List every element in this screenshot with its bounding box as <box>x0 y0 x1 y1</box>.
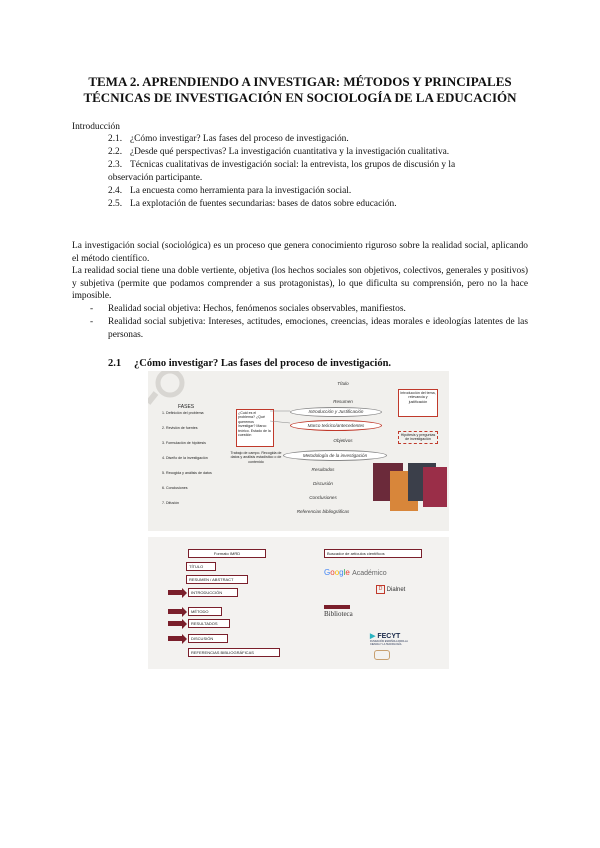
imrd-item: REFERENCIAS BIBLIOGRÁFICAS <box>188 648 280 657</box>
toc-num: 2.5. <box>108 199 123 209</box>
center-resultados: Resultados <box>311 467 335 472</box>
fase-label: Formulación de hipótesis <box>166 441 206 445</box>
fases-list <box>162 411 214 516</box>
toc-text: ¿Desde qué perspectivas? La investigación cuantitativa y la investigación cualitativa. <box>130 147 450 157</box>
google-letter: l <box>343 568 346 577</box>
arrow-icon <box>168 590 182 595</box>
fase-item: 7. Difusión <box>162 501 179 505</box>
imrd-item: TÍTULO <box>186 562 216 571</box>
google-letter: o <box>334 568 340 577</box>
title-line-2: TÉCNICAS DE INVESTIGACIÓN EN SOCIOLOGÍA DE LA EDUCACIÓN <box>83 90 517 105</box>
arrow-icon <box>168 636 182 641</box>
problem-box: ¿Cuál es el problema? ¿Qué queremos investigar? Marco teórico. Estado de la cuestión <box>236 409 274 447</box>
dialnet-icon: D <box>376 585 385 594</box>
biblioteca-logo <box>324 605 353 618</box>
imrd-item: RESUMEN / ABSTRACT <box>186 575 248 584</box>
fases-title: FASES <box>178 404 195 410</box>
center-discusion: Discusión <box>313 481 333 486</box>
bullet-objetiva: Realidad social objetiva: Hechos, fenómenos sociales observables, manifiestos. <box>108 304 406 314</box>
imrd-item: DISCUSIÓN <box>188 634 228 643</box>
arrow-icon <box>168 621 182 626</box>
biblioteca-label: Biblioteca <box>324 610 353 618</box>
google-scholar-logo <box>324 568 387 577</box>
bullet-marker: - <box>90 317 94 327</box>
fecyt-logo <box>370 632 410 646</box>
toc-text: La encuesta como herramienta para la investigación social. <box>130 186 352 196</box>
google-letter: o <box>330 568 335 577</box>
fase-label: Revisión de fuentes <box>166 426 198 430</box>
center-titulo: Título <box>337 381 349 386</box>
right-top-box: Introducción del tema, relevancia y justificación <box>398 389 438 417</box>
document-title <box>60 74 540 106</box>
fase-item: 6. Conclusiones <box>162 486 188 490</box>
buscador-label: Buscador de artículos científicos <box>324 549 422 558</box>
research-phases-figure <box>148 371 449 531</box>
right-mid-box: Hipótesis y preguntas de investigación <box>398 431 438 444</box>
formato-imrd: Formato IMRD <box>188 549 266 558</box>
toc-item-4 <box>108 185 528 198</box>
google-letter: G <box>324 568 331 577</box>
biblioteca-mark <box>324 605 350 609</box>
toc-item-3 <box>108 159 528 172</box>
center-conclusiones: Conclusiones <box>309 495 337 500</box>
fase-item: 3. Formulación de hipótesis <box>162 441 206 445</box>
imrd-item: MÉTODO <box>188 607 222 616</box>
paragraph-1: La investigación social (sociológica) es un proceso que genera conocimiento riguroso sobre la realidad social, aplicando el método científico. <box>72 241 528 264</box>
center-referencias: Referencias bibliográficas <box>296 509 350 514</box>
fase-item: 5. Recogida y análisis de datos <box>162 471 212 475</box>
center-metodologia: Metodología de la investigación <box>283 450 387 461</box>
connector-lines <box>270 407 294 427</box>
toc-text: La explotación de fuentes secundarias: bases de datos sobre educación. <box>130 199 397 209</box>
toc-text: ¿Cómo investigar? Las fases del proceso de investigación. <box>130 134 349 144</box>
toc-num: 2.4. <box>108 186 123 196</box>
center-resumen: Resumen <box>333 399 353 404</box>
fase-item: 2. Revisión de fuentes <box>162 426 198 430</box>
center-introduccion: Introducción y Justificación <box>290 407 382 417</box>
dialnet-logo <box>376 585 405 594</box>
section-title: ¿Cómo investigar? Las fases del proceso de investigación. <box>134 358 392 369</box>
fecyt-arrow-icon: ▶ <box>370 633 376 640</box>
toc-num: 2.2. <box>108 147 123 157</box>
bullet-marker: - <box>90 304 94 314</box>
imrd-item: INTRODUCCIÓN <box>188 588 238 597</box>
bullet-subjetiva: Realidad social subjetiva: Intereses, actitudes, emociones, creencias, ideas morales e ideologías latentes de las personas. <box>108 317 528 340</box>
intro-label: Introducción <box>72 122 120 132</box>
toc-num: 2.3. <box>108 160 123 170</box>
section-number: 2.1 <box>108 358 122 369</box>
fieldwork-box: Trabajo de campo. Recogida de datos y análisis estadístico o de contenido <box>230 451 282 464</box>
center-marco: Marco teórico/antecedentes <box>290 420 382 431</box>
toc-item-3-cont: observación participante. <box>108 173 203 183</box>
center-objetivos: Objetivos <box>333 438 353 443</box>
title-line-1: TEMA 2. APRENDIENDO A INVESTIGAR: MÉTODOS Y PRINCIPALES <box>88 74 512 89</box>
fecyt-label: FECYT <box>377 633 401 640</box>
dialnet-label: Dialnet <box>386 587 406 594</box>
bottom-logo-icon <box>374 650 390 660</box>
fecyt-sub: FUNDACIÓN ESPAÑOLA PARA LA CIENCIA Y LA TECNOLOGÍA <box>370 640 408 646</box>
book-cover <box>423 467 447 507</box>
fase-label: Conclusiones <box>166 486 188 490</box>
toc-item-5 <box>108 198 528 211</box>
imrd-format-figure <box>148 537 449 669</box>
imrd-item: RESULTADOS <box>188 619 230 628</box>
fase-item: 1. Definición del problema <box>162 411 204 415</box>
fase-label: Definición del problema <box>166 411 204 415</box>
toc-item-1 <box>108 133 528 146</box>
toc-text: Técnicas cualitativas de investigación social: la entrevista, los grupos de discusión y la <box>130 160 456 170</box>
google-letter: e <box>345 568 350 577</box>
fase-label: Diseño de la investigación <box>166 456 208 460</box>
toc-item-2 <box>108 146 528 159</box>
paragraph-2: La realidad social tiene una doble vertiente, objetiva (los hechos sociales son objetivos, colectivos, generales y positivos) y subjetiva (permite que podamos comprender a sus protagonistas), lo que dificulta su comprensión, pero no la hace imposible. <box>72 266 528 302</box>
arrow-icon <box>168 609 182 614</box>
fase-item: 4. Diseño de la investigación <box>162 456 208 460</box>
fase-label: Recogida y análisis de datos <box>166 471 212 475</box>
section-heading <box>108 358 391 369</box>
google-letter: g <box>339 568 344 577</box>
toc-num: 2.1. <box>108 134 123 144</box>
google-academico: Académico <box>352 570 387 577</box>
fase-label: Difusión <box>166 501 179 505</box>
